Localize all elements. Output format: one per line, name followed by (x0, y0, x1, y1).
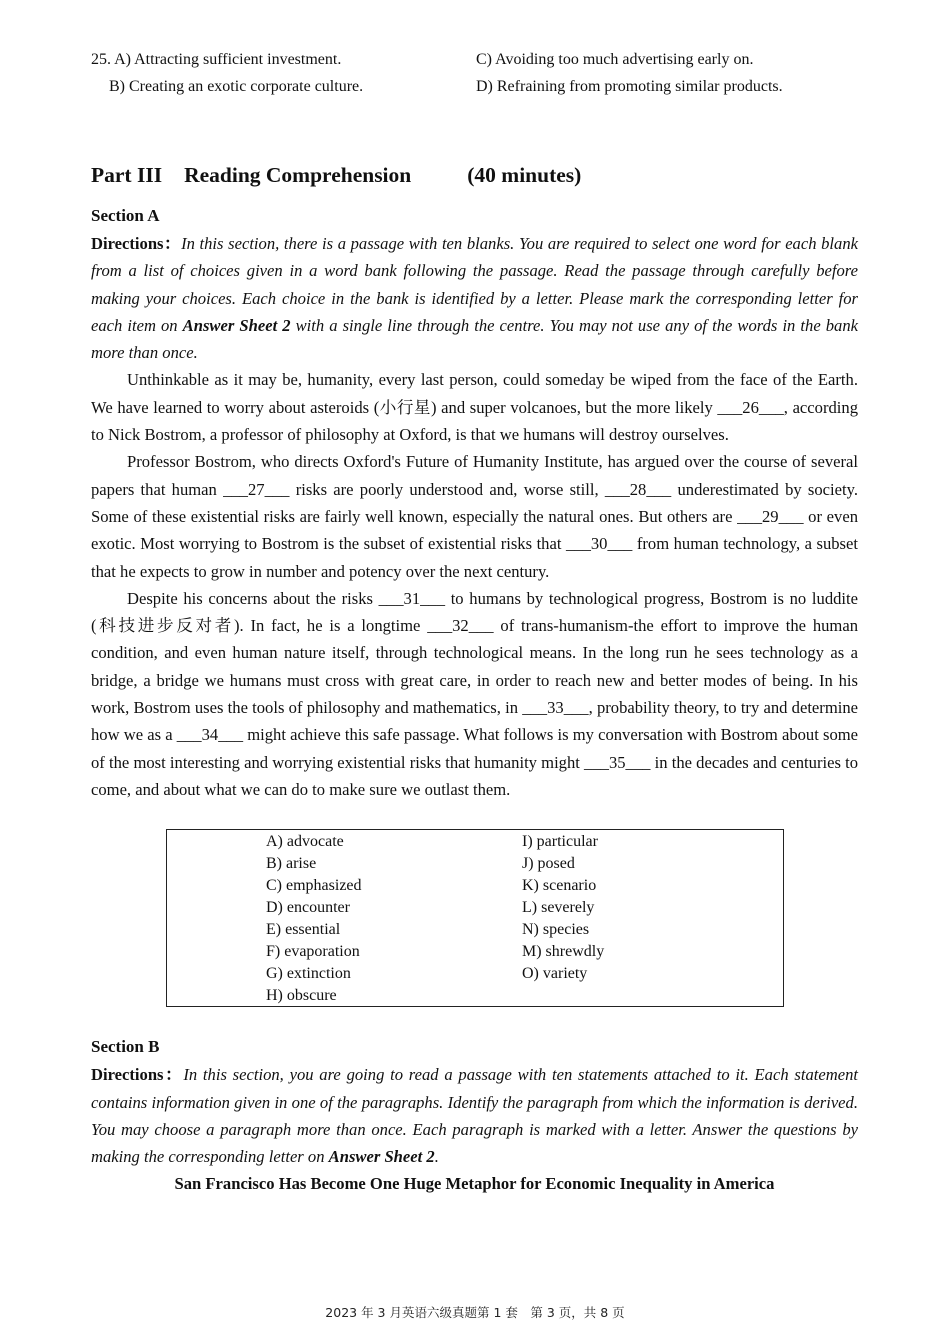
passage-paragraph-1: Unthinkable as it may be, humanity, every last person, could someday be wiped from the face of the Earth. We have learned to worry about asteroids (小行星) and super volcanoes, but the more likely ___26___, according to Nick Bostrom, a professor of philosophy at Oxford, is that we humans will destroy ourselves. (91, 370, 858, 445)
word-bank-item: D) encounter (266, 899, 350, 917)
option-a: 25. A) Attracting sufficient investment. (91, 51, 342, 68)
answer-sheet-ref: Answer Sheet 2 (182, 315, 291, 335)
word-bank-item: I) particular (522, 833, 598, 851)
directions-label: Directions： (91, 1065, 184, 1085)
option-b: B) Creating an exotic corporate culture. (109, 78, 364, 95)
passage-paragraph-3: Despite his concerns about the risks ___31___ to humans by technological progress, Bostrom is no luddite (科技进步反对者). In fact, he is a longtime ___32___ of trans-humanism-the effort to improve the human condition, and even human nature itself, through technological means. In the long run he sees technology as a bridge, a bridge we humans must cross with great care, in order to reach new and better modes of being. In his work, Bostrom uses the tools of philosophy and mathematics, in ___33___, probability theory, to try and determine how we as a ___34___ might achieve this safe passage. What follows is my conversation with Bostrom about some of the most interesting and worrying existential risks that humanity might ___35___ in the decades and centuries to come, and about what we can do to make sure we outlast them. (91, 588, 859, 799)
directions-label: Directions： (91, 234, 182, 253)
word-bank-item: G) extinction (266, 965, 351, 983)
section-b-title: Section B (91, 1037, 160, 1057)
part-title: Reading Comprehension (184, 163, 412, 187)
directions-text-1: In this section, there is a passage with ten blanks. You are required to select one word for each blank from a list of choices given in a word bank following the passage. Read the passage through carefully before making your choices. Each choice in the bank is identified by a letter. Please mark the corresponding letter for each item on (91, 234, 859, 335)
word-bank-item: H) obscure (266, 987, 337, 1005)
word-bank-item: L) severely (522, 899, 595, 917)
passage-paragraph-2: Professor Bostrom, who directs Oxford's Future of Humanity Institute, has argued over the course of several papers that human ___27___ risks are poorly understood and, worse still, ___28___ underestimated by society. Some of these existential risks are fairly well known, especially the natural ones. But others are ___29___ or even exotic. Most worrying to Bostrom is the subset of existential risks that ___30___ from human technology, a subset that he expects to grow in number and potency over the next century. (91, 452, 858, 581)
word-bank-item: N) species (522, 921, 590, 939)
directions-text-2: with a single line through the centre. You may not use any of the words in the bank more than once. (91, 315, 858, 363)
part-heading (91, 160, 858, 190)
word-bank-item: E) essential (266, 921, 341, 939)
word-bank-left-column (266, 831, 362, 1007)
option-d: D) Refraining from promoting similar products. (476, 78, 783, 95)
word-bank-right-column (522, 831, 604, 985)
option-c: C) Avoiding too much advertising early on. (476, 51, 754, 68)
section-a-directions (91, 230, 858, 366)
word-bank-item: O) variety (522, 965, 588, 983)
article-title: San Francisco Has Become One Huge Metaphor for Economic Inequality in America (174, 1174, 775, 1194)
word-bank-item: J) posed (522, 855, 575, 873)
section-a-title: Section A (91, 206, 160, 225)
directions-text-2: . (434, 1147, 439, 1167)
word-bank-item: F) evaporation (266, 943, 360, 961)
word-bank (166, 829, 784, 1007)
exam-page (91, 46, 858, 1198)
section-b-directions (91, 1061, 858, 1170)
part-time: (40 minutes) (467, 163, 582, 187)
word-bank-item: A) advocate (266, 833, 344, 851)
part-label: Part III (91, 163, 163, 187)
answer-sheet-ref: Answer Sheet 2 (328, 1147, 435, 1167)
question-25 (91, 46, 858, 100)
page-footer: 2023 年 3 月英语六级真题第 1 套 第 3 页，共 8 页 (325, 1305, 625, 1320)
word-bank-item: C) emphasized (266, 877, 362, 895)
word-bank-item: B) arise (266, 855, 317, 873)
word-bank-item: K) scenario (522, 877, 597, 895)
word-bank-item: M) shrewdly (522, 943, 605, 961)
directions-text-1: In this section, you are going to read a passage with ten statements attached to it. Each statement contains information given in one of the paragraphs. Identify the paragraph from which the information is derived. You may choose a paragraph more than once. Each paragraph is marked with a letter. Answer the questions by making the corresponding letter on (91, 1065, 858, 1167)
